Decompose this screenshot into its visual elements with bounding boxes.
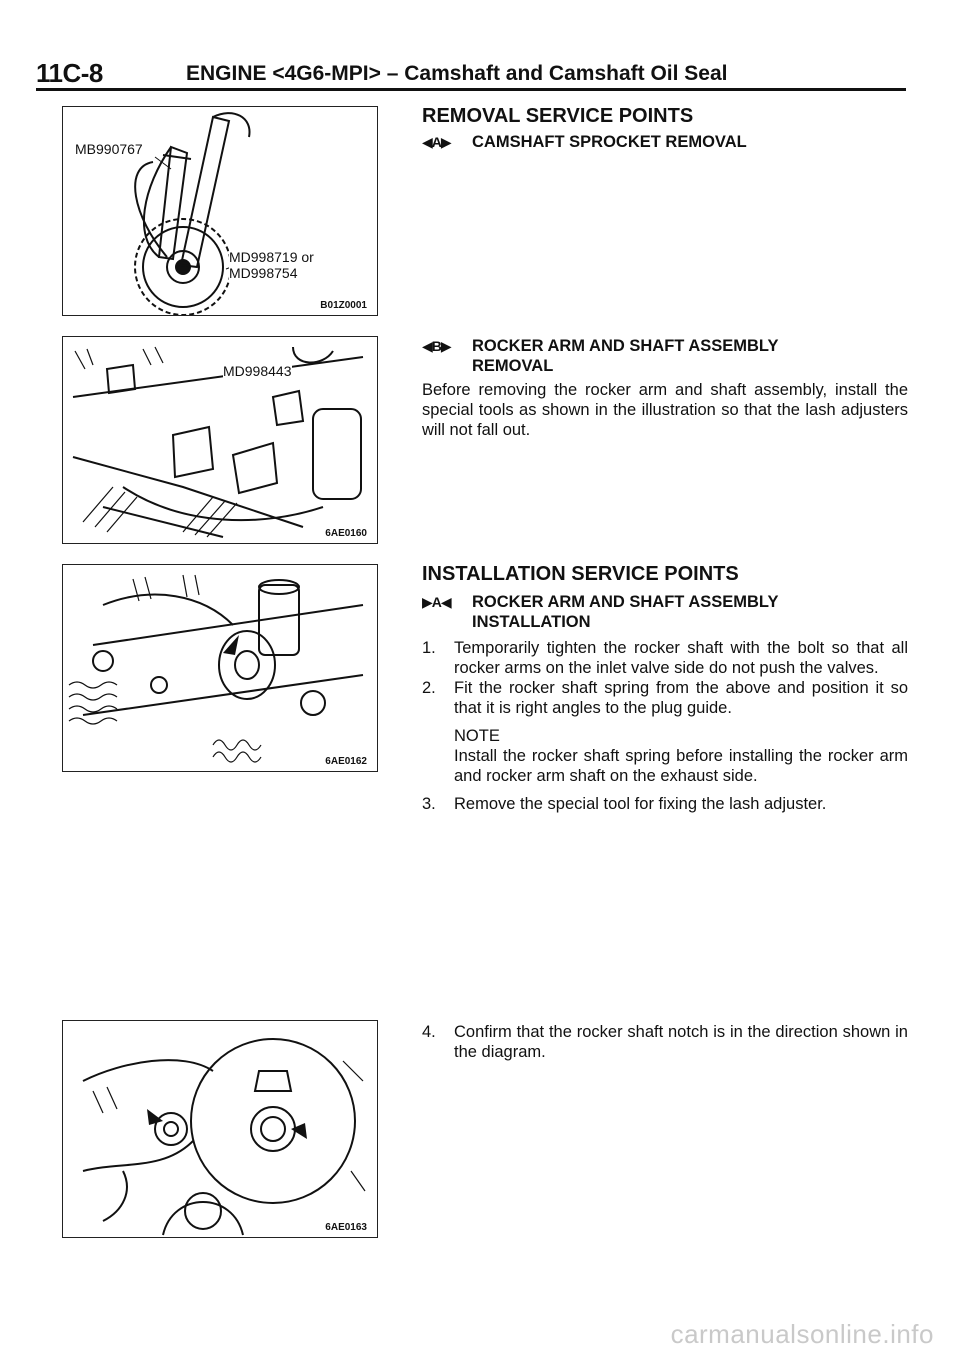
marker-a-installation: ▶A◀ <box>422 594 451 610</box>
marker-b-removal: ◀B▶ <box>422 338 451 354</box>
figure-code: 6AE0163 <box>325 1222 367 1233</box>
step-item <box>422 794 908 814</box>
figure-rocker-tool <box>62 336 378 544</box>
step-item <box>422 638 908 678</box>
figure-sprocket-removal <box>62 106 378 316</box>
installation-section <box>422 564 908 814</box>
rocker-removal-title-2: REMOVAL <box>472 357 554 375</box>
sprocket-removal-title: CAMSHAFT SPROCKET REMOVAL <box>472 133 747 151</box>
rocker-installation-heading <box>422 592 908 632</box>
step-number: 2. <box>422 679 436 697</box>
shaft-notch-illustration <box>63 1021 377 1237</box>
header-rule <box>36 88 906 91</box>
removal-section <box>422 106 908 152</box>
step-4-section <box>422 1022 908 1062</box>
figure-label: MB990767 <box>75 141 143 157</box>
rocker-installation-title-2: INSTALLATION <box>472 613 591 631</box>
note-text: Install the rocker shaft spring before installing the rocker arm and rocker arm shaft on the exhaust side. <box>454 747 908 785</box>
page-title: ENGINE <4G6-MPI> – Camshaft and Camshaft Oil Seal <box>186 62 728 85</box>
step-text: Confirm that the rocker shaft notch is in the direction shown in the diagram. <box>454 1023 908 1061</box>
page-header <box>36 52 906 88</box>
figure-rocker-spring <box>62 564 378 772</box>
rocker-installation-title-1: ROCKER ARM AND SHAFT ASSEMBLY <box>472 593 779 611</box>
rocker-removal-title-1: ROCKER ARM AND SHAFT ASSEMBLY <box>472 337 779 355</box>
figure-shaft-notch <box>62 1020 378 1238</box>
figure-code: 6AE0160 <box>325 528 367 539</box>
figure-label: MD998443 <box>223 363 292 379</box>
rocker-tool-illustration <box>63 337 377 543</box>
step-number: 1. <box>422 639 436 657</box>
step-number: 3. <box>422 795 436 813</box>
note-label: NOTE <box>454 727 500 745</box>
rocker-removal-text: Before removing the rocker arm and shaft assembly, install the special tools as shown in the illustration so that the lash adjusters will not fall out. <box>422 381 908 439</box>
step-text: Temporarily tighten the rocker shaft with the bolt so that all rocker arms on the inlet valve side do not push the valves. <box>454 639 908 677</box>
installation-heading: INSTALLATION SERVICE POINTS <box>422 563 739 585</box>
rocker-spring-illustration <box>63 565 377 771</box>
sprocket-removal-heading <box>422 132 908 152</box>
figure-code: B01Z0001 <box>320 300 367 311</box>
figure-label: MD998719 or <box>229 249 314 265</box>
step-text: Remove the special tool for fixing the lash adjuster. <box>454 795 827 813</box>
page-number: 11C-8 <box>36 58 103 88</box>
sprocket-illustration <box>63 107 377 315</box>
watermark-text: carmanualsonline.info <box>670 1319 934 1349</box>
step-text: Fit the rocker shaft spring from the above and position it so that it is right angles to the plug guide. <box>454 679 908 717</box>
step-item <box>422 678 908 718</box>
figure-code: 6AE0162 <box>325 756 367 767</box>
rocker-removal-heading <box>422 336 908 376</box>
rocker-removal-section <box>422 336 908 440</box>
step-number: 4. <box>422 1023 436 1041</box>
marker-a-removal: ◀A▶ <box>422 134 451 150</box>
figure-label: MD998754 <box>229 265 298 281</box>
removal-heading: REMOVAL SERVICE POINTS <box>422 105 694 127</box>
step-item <box>422 1022 908 1062</box>
